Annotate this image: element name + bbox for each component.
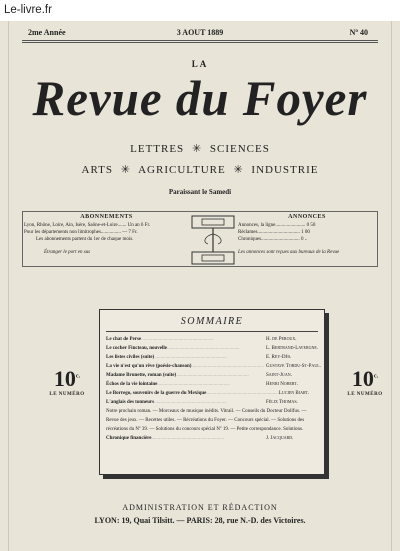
- sommaire-rule: [106, 331, 318, 332]
- price-label: LE NUMÉRO: [347, 392, 383, 397]
- star-icon: ✳: [120, 164, 131, 176]
- subtitle-line-1: [0, 142, 400, 155]
- publication-schedule: Paraissant le Samedi: [168, 188, 232, 196]
- issue-number: Nº 40: [349, 28, 368, 37]
- subtitle-agriculture: AGRICULTURE: [138, 164, 226, 176]
- abonnements-heading: ABONNEMENTS: [80, 214, 133, 220]
- price-label: LE NUMÉRO: [49, 392, 85, 397]
- abonnements-line: Pour les départements non limitrophes................ — 7 Fr.: [24, 230, 138, 235]
- subtitle-lettres: LETTRES: [130, 143, 185, 155]
- sommaire-title: SOMMAIRE: [180, 316, 244, 327]
- header-rule: [22, 40, 378, 41]
- administration-heading: ADMINISTRATION ET RÉDACTION: [122, 503, 278, 512]
- star-icon: ✳: [233, 164, 244, 176]
- price-unit: c.: [373, 373, 379, 380]
- price-left: [32, 366, 102, 397]
- source-banner: Le-livre.fr: [0, 0, 400, 21]
- subtitle-arts: ARTS: [81, 164, 113, 176]
- annonces-line: Annonces, la ligne........................ 0 50: [238, 223, 316, 228]
- toc-item: Les listes civiles (suite) .......................................................... E. Rey-Dès.: [106, 355, 292, 360]
- header-rule-double: [22, 42, 378, 43]
- toc-item: Le chat de Perse .......................................................... H. de Peroux.: [106, 337, 297, 342]
- subtitle-sciences: SCIENCES: [209, 143, 270, 155]
- price-right: [330, 366, 400, 397]
- price-value: $10^{c.}$: [53, 366, 81, 391]
- pre-title: LA: [191, 59, 209, 69]
- annonces-heading: ANNONCES: [288, 214, 326, 220]
- toc-item: Le cocher Fincteau, nouvelle .......................................................... L. Bertrand-Lavergne.: [106, 346, 319, 351]
- abonnements-line: Lyon, Rhône, Loire, Ain, Isère, Saône-et-Loire....... Un an 6 Fr.: [24, 223, 151, 228]
- ornament-icon: [190, 214, 236, 266]
- price-unit: c.: [75, 373, 81, 380]
- annonces-line: Chroniques............................... 0 ..: [238, 237, 308, 242]
- abonnements-footer: Étranger le port en sus: [44, 250, 91, 255]
- toc-item: Madame Brunette, roman (suite) .......................................................... Saint-Juan.: [106, 373, 292, 378]
- abonnements-section: [24, 214, 189, 256]
- journal-title: Revue du Foyer: [32, 70, 368, 126]
- annonces-section: [238, 214, 376, 256]
- toc-paragraph: Notre prochain roman. — Morceaux de musique inédits. Vitrail. — Conseils du Docteur Dollfus. — Revue des jeux. — Recettes utiles. — Récréations du Foyer. — Concours spécial. — Solutions des récréations du Nº 39. — Solutions du concours spécial Nº 19. — Petite correspondance. Solutions.: [106, 409, 307, 432]
- toc-item: La vie n'est qu'un rêve (poésie-chanson) .......................................................... Gustave Tordu-St-Paul.: [106, 364, 321, 369]
- subtitle-industrie: INDUSTRIE: [251, 164, 319, 176]
- toc-item: L'anglais des tonneurs .......................................................... Félix Thomas.: [106, 400, 298, 405]
- sommaire-box: [99, 309, 325, 475]
- abonnements-line: Les abonnements partent du 1er de chaque mois.: [36, 237, 134, 242]
- annonces-footer: Les annonces sont reçues aux bureaux de la Revue: [238, 250, 340, 255]
- subtitle-line-2: [0, 163, 400, 176]
- toc-item: Échos de la vie lointaine .......................................................... Henri Nobert.: [106, 382, 298, 387]
- addresses: LYON: 19, Quai Tilsitt. — PARIS: 28, rue N.-D. des Victoires.: [94, 516, 306, 525]
- toc-item-last: Chronique financière .......................................................... J. Jacquard.: [106, 436, 294, 441]
- annonces-line: Réclames.................................. 1 00: [238, 230, 310, 235]
- edition-label: 2me Année: [28, 28, 66, 37]
- issue-date: 3 AOUT 1889: [176, 28, 224, 37]
- price-value: $10^{c.}$: [351, 366, 379, 391]
- toc-item: Le Borrego, souvenirs de la guerre du Mexique .......................................................... Lucien Biart.: [106, 391, 310, 396]
- star-icon: ✳: [191, 143, 203, 155]
